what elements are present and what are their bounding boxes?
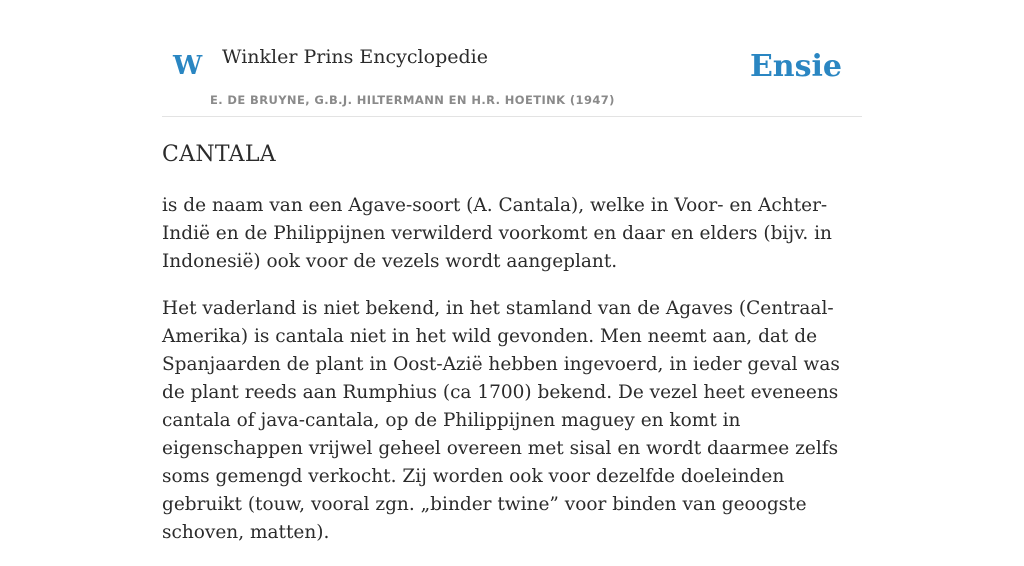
book-title[interactable]: Winkler Prins Encyclopedie [222, 46, 488, 68]
winkler-prins-logo-icon[interactable]: W [173, 51, 203, 81]
ensie-logo[interactable]: Ensie [749, 49, 842, 84]
article-title: CANTALA [162, 142, 276, 167]
article-paragraph: Het vaderland is niet bekend, in het stamland van de Agaves (Centraal-Amerika) is cantala niet in het wild gevonden. Men neemt aan, dat de Spanjaarden de plant in Oost-Azië hebben ingevoerd, in ieder geval was de plant reeds aan Rumphius (ca 1700) bekend. De vezel heet eveneens cantala of java-cantala, op de Philippijnen maguey en komt in eigenschappen vrijwel geheel overeen met sisal en wordt daarmee zelfs soms gemengd verkocht. Zij worden ook voor dezelfde doeleinden gebruikt (touw, vooral zgn. „binder twine” voor binden van geoogste schoven, matten). [162, 298, 840, 543]
article-body [162, 192, 862, 566]
article-paragraph: is de naam van een Agave-soort (A. Cantala), welke in Voor- en Achter-Indië en de Philippijnen verwilderd voorkomt en daar en elders (bijv. in Indonesië) ook voor de vezels wordt aangeplant. [162, 195, 832, 272]
header [162, 0, 862, 117]
book-authors: E. DE BRUYNE, G.B.J. HILTERMANN EN H.R. HOETINK (1947) [210, 93, 615, 107]
